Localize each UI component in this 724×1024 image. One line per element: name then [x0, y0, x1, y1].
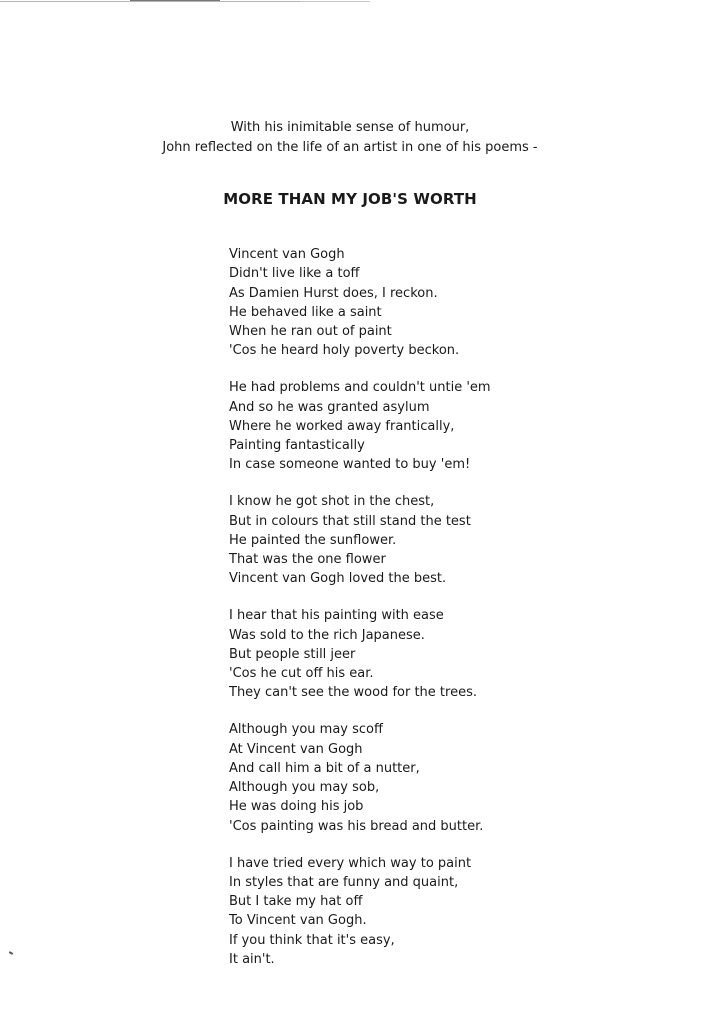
poem-line: And so he was granted asylum: [229, 399, 430, 415]
stanza-2: [229, 378, 491, 474]
poem-line: I hear that his painting with ease: [229, 608, 444, 624]
poem-line: Was sold to the rich Japanese.: [229, 627, 425, 643]
intro-line: With his inimitable sense of humour,: [230, 120, 470, 135]
poem-line: But in colours that still stand the test: [229, 513, 471, 529]
poem-line: Vincent van Gogh: [229, 247, 345, 262]
scan-speck: [9, 951, 13, 955]
poem-line: Vincent van Gogh loved the best.: [229, 571, 447, 587]
poem-line: He behaved like a saint: [229, 304, 382, 320]
poem-line: And call him a bit of a nutter,: [229, 760, 420, 776]
poem-line: At Vincent van Gogh: [229, 741, 363, 757]
poem-line: Where he worked away frantically,: [229, 418, 455, 434]
poem-line: 'Cos he heard holy poverty beckon.: [229, 343, 460, 359]
poem-line: When he ran out of paint: [229, 324, 392, 340]
poem-line: In case someone wanted to buy 'em!: [229, 457, 471, 473]
poem-line: To Vincent van Gogh.: [229, 913, 367, 929]
poem-line: In styles that are funny and quaint,: [229, 874, 459, 890]
scan-edge-line: [0, 1, 300, 2]
poem-line: He had problems and couldn't untie 'em: [229, 380, 491, 396]
poem-line: He was doing his job: [229, 799, 364, 815]
poem-line: I have tried every which way to paint: [229, 855, 472, 871]
poem-line: Painting fantastically: [229, 438, 365, 454]
poem-line: I know he got shot in the chest,: [229, 494, 435, 510]
poem-title: MORE THAN MY JOB'S WORTH: [223, 190, 477, 208]
stanza-6: [229, 854, 491, 970]
poem-line: 'Cos painting was his bread and butter.: [229, 818, 484, 834]
intro-line: John reflected on the life of an artist in one of his poems -: [162, 140, 538, 155]
poem-line: As Damien Hurst does, I reckon.: [229, 285, 438, 301]
stanza-1: [229, 245, 491, 361]
scan-edge-line: [130, 0, 220, 1]
poem-line: But people still jeer: [229, 646, 356, 662]
poem-line: It ain't.: [229, 952, 275, 967]
poem-line: Although you may scoff: [229, 722, 383, 738]
stanza-4: [229, 606, 491, 702]
poem-body: [229, 245, 491, 987]
scan-edge-line: [300, 1, 370, 2]
stanza-3: [229, 492, 491, 588]
poem-line: If you think that it's easy,: [229, 932, 395, 948]
poem-line: Although you may sob,: [229, 780, 380, 796]
poem-line: But I take my hat off: [229, 894, 363, 910]
stanza-5: [229, 720, 491, 836]
intro-text: [0, 118, 700, 158]
poem-line: He painted the sunflower.: [229, 532, 397, 548]
poem-line: 'Cos he cut off his ear.: [229, 666, 374, 682]
poem-line: They can't see the wood for the trees.: [229, 685, 477, 701]
poem-line: That was the one flower: [229, 552, 386, 568]
poem-line: Didn't live like a toff: [229, 266, 360, 282]
